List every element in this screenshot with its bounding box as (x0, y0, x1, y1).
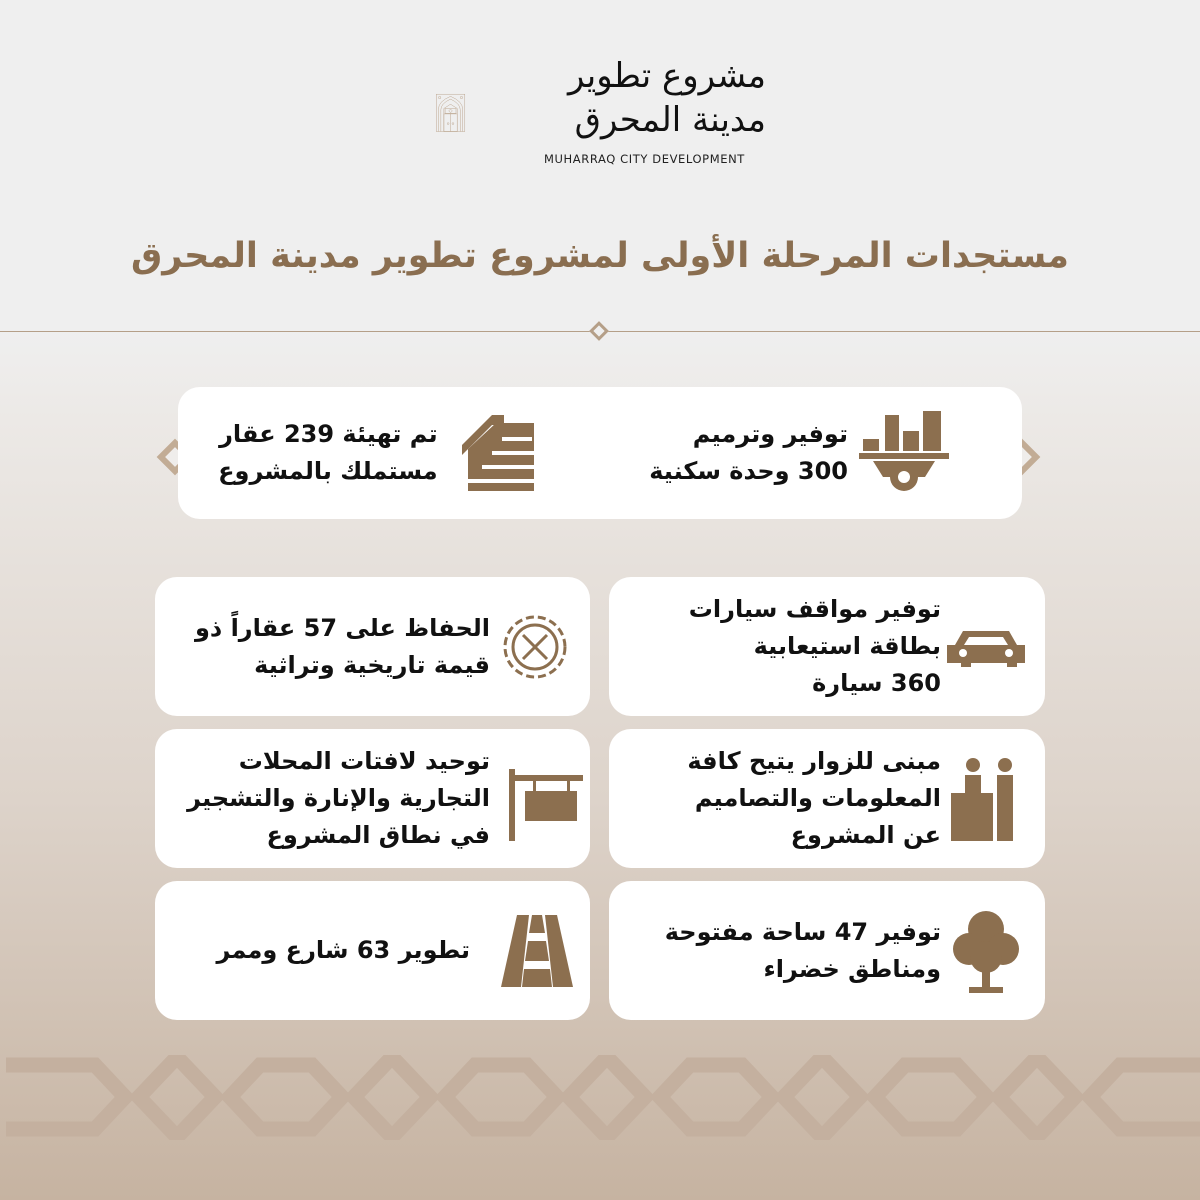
text-line: تطوير 63 شارع وممر (216, 936, 470, 964)
info-text (687, 743, 941, 854)
text-line: توفير وترميم (692, 420, 848, 448)
text-line: في نطاق المشروع (266, 821, 490, 849)
text-line: بطاقة استيعابية (753, 632, 941, 660)
text-line: توفير 47 ساحة مفتوحة (664, 917, 941, 946)
info-card-heritage (155, 577, 590, 716)
info-card-parking (609, 577, 1045, 716)
highlight-card (178, 387, 1022, 519)
info-text (689, 591, 941, 702)
door-logo-icon (436, 50, 536, 176)
info-card-signage (155, 729, 590, 868)
text-line: تم تهيئة 239 عقار (219, 420, 438, 448)
highlight-text (178, 416, 438, 490)
logo-arabic-line2: مدينة المحرق (574, 100, 766, 140)
text-line: توفير مواقف سيارات (688, 595, 941, 623)
divider-diamond-icon (589, 321, 609, 341)
visitor-center-icon (941, 757, 1031, 841)
tools-gear-icon (501, 613, 569, 681)
text-line: مبنى للزوار يتيح كافة (687, 747, 941, 775)
info-card-visitor (609, 729, 1045, 868)
page-title: مستجدات المرحلة الأولى لمشروع تطوير مدينة المحرق (131, 236, 1069, 276)
text-line: ومناطق خضراء (763, 954, 941, 983)
info-card-roads (155, 881, 590, 1020)
decorative-pattern-icon (0, 1055, 1200, 1140)
text-line: عن المشروع (790, 821, 941, 849)
car-icon (941, 627, 1031, 667)
highlight-text (608, 416, 848, 490)
text-line: المعلومات والتصاميم (694, 784, 941, 812)
logo-text (540, 54, 766, 142)
logo-arabic-line1: مشروع تطوير (568, 56, 766, 96)
info-card-green-spaces (609, 881, 1045, 1020)
brick-wall-icon (458, 415, 538, 491)
text-line: مستملك بالمشروع (218, 457, 438, 485)
text-line: توحيد لافتات المحلات (238, 747, 490, 775)
text-line: 360 سيارة (812, 669, 941, 697)
shop-sign-icon (509, 769, 583, 841)
text-line: قيمة تاريخية وتراثية (254, 650, 490, 679)
info-text (187, 743, 490, 854)
info-text (665, 914, 941, 988)
text-line: 300 وحدة سكنية (649, 457, 848, 485)
buildings-gear-icon (858, 409, 950, 497)
text-line: التجارية والإنارة والتشجير (187, 784, 490, 812)
logo-english: MUHARRAQ CITY DEVELOPMENT (544, 152, 745, 166)
info-text (217, 932, 470, 969)
tree-icon (941, 909, 1031, 993)
road-icon (501, 915, 573, 987)
text-line: الحفاظ على 57 عقاراً ذو (194, 613, 490, 642)
info-text (195, 610, 490, 684)
